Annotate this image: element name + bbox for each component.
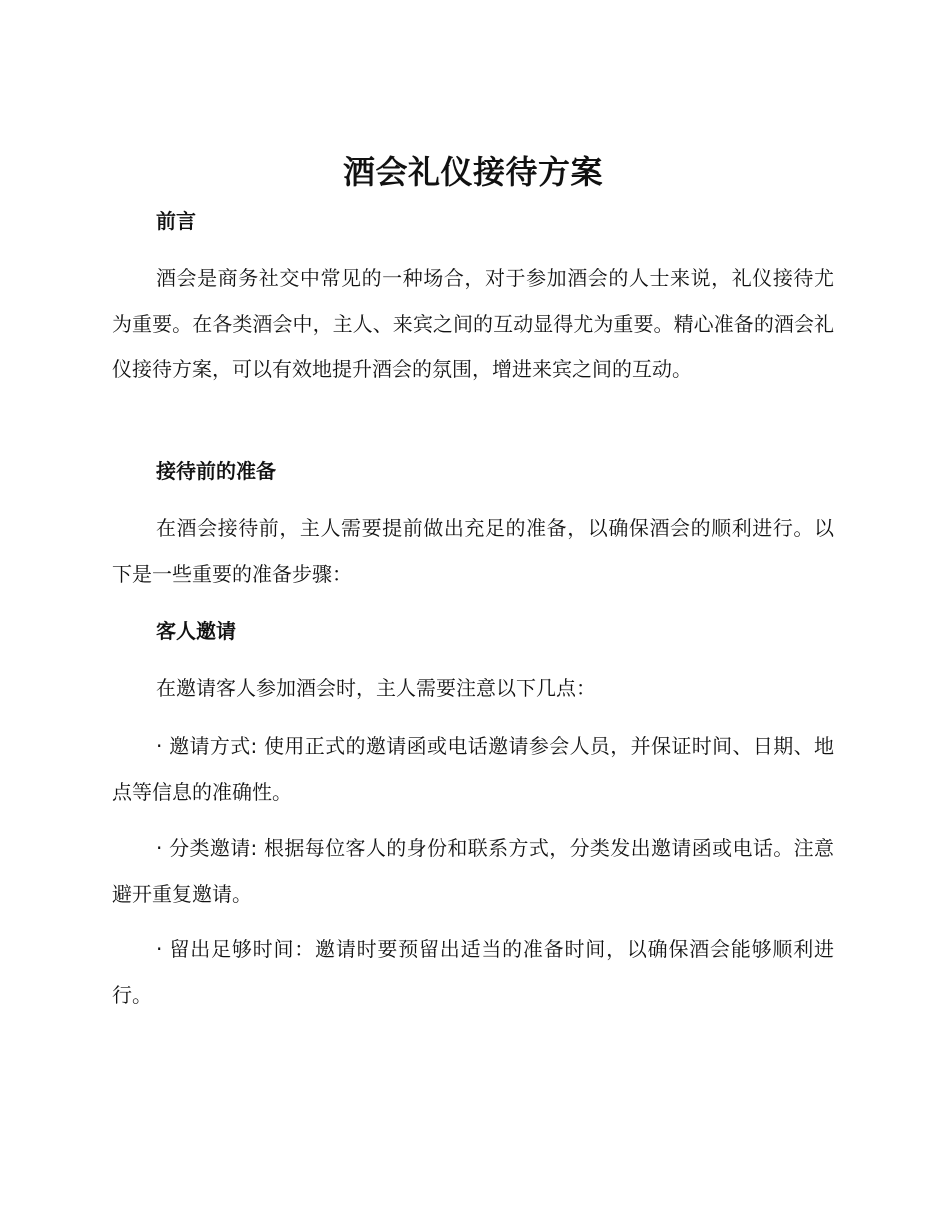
section-heading-invitation: 客人邀请 — [156, 619, 236, 643]
bullet-item-reserve-time: · 留出足够时间：邀请时要预留出适当的准备时间，以确保酒会能够顺利进行。 — [112, 937, 834, 1007]
bullet-item-categorized-invitation: · 分类邀请: 根据每位客人的身份和联系方式，分类发出邀请函或电话。注意避开重复邀请。 — [112, 836, 834, 906]
section-heading-preface: 前言 — [156, 209, 196, 233]
section-heading-preparation: 接待前的准备 — [156, 459, 276, 483]
preparation-paragraph: 在酒会接待前，主人需要提前做出充足的准备，以确保酒会的顺利进行。以下是一些重要的准备步骤： — [112, 516, 834, 586]
preface-paragraph: 酒会是商务社交中常见的一种场合，对于参加酒会的人士来说，礼仪接待尤为重要。在各类酒会中，主人、来宾之间的互动显得尤为重要。精心准备的酒会礼仪接待方案，可以有效地提升酒会的氛围，增进来宾之间的互动。 — [112, 266, 834, 381]
document-title: 酒会礼仪接待方案 — [342, 153, 603, 191]
invitation-paragraph: 在邀请客人参加酒会时，主人需要注意以下几点： — [156, 676, 596, 700]
bullet-item-invitation-method: · 邀请方式: 使用正式的邀请函或电话邀请参会人员，并保证时间、日期、地点等信息的准确性。 — [112, 734, 834, 804]
